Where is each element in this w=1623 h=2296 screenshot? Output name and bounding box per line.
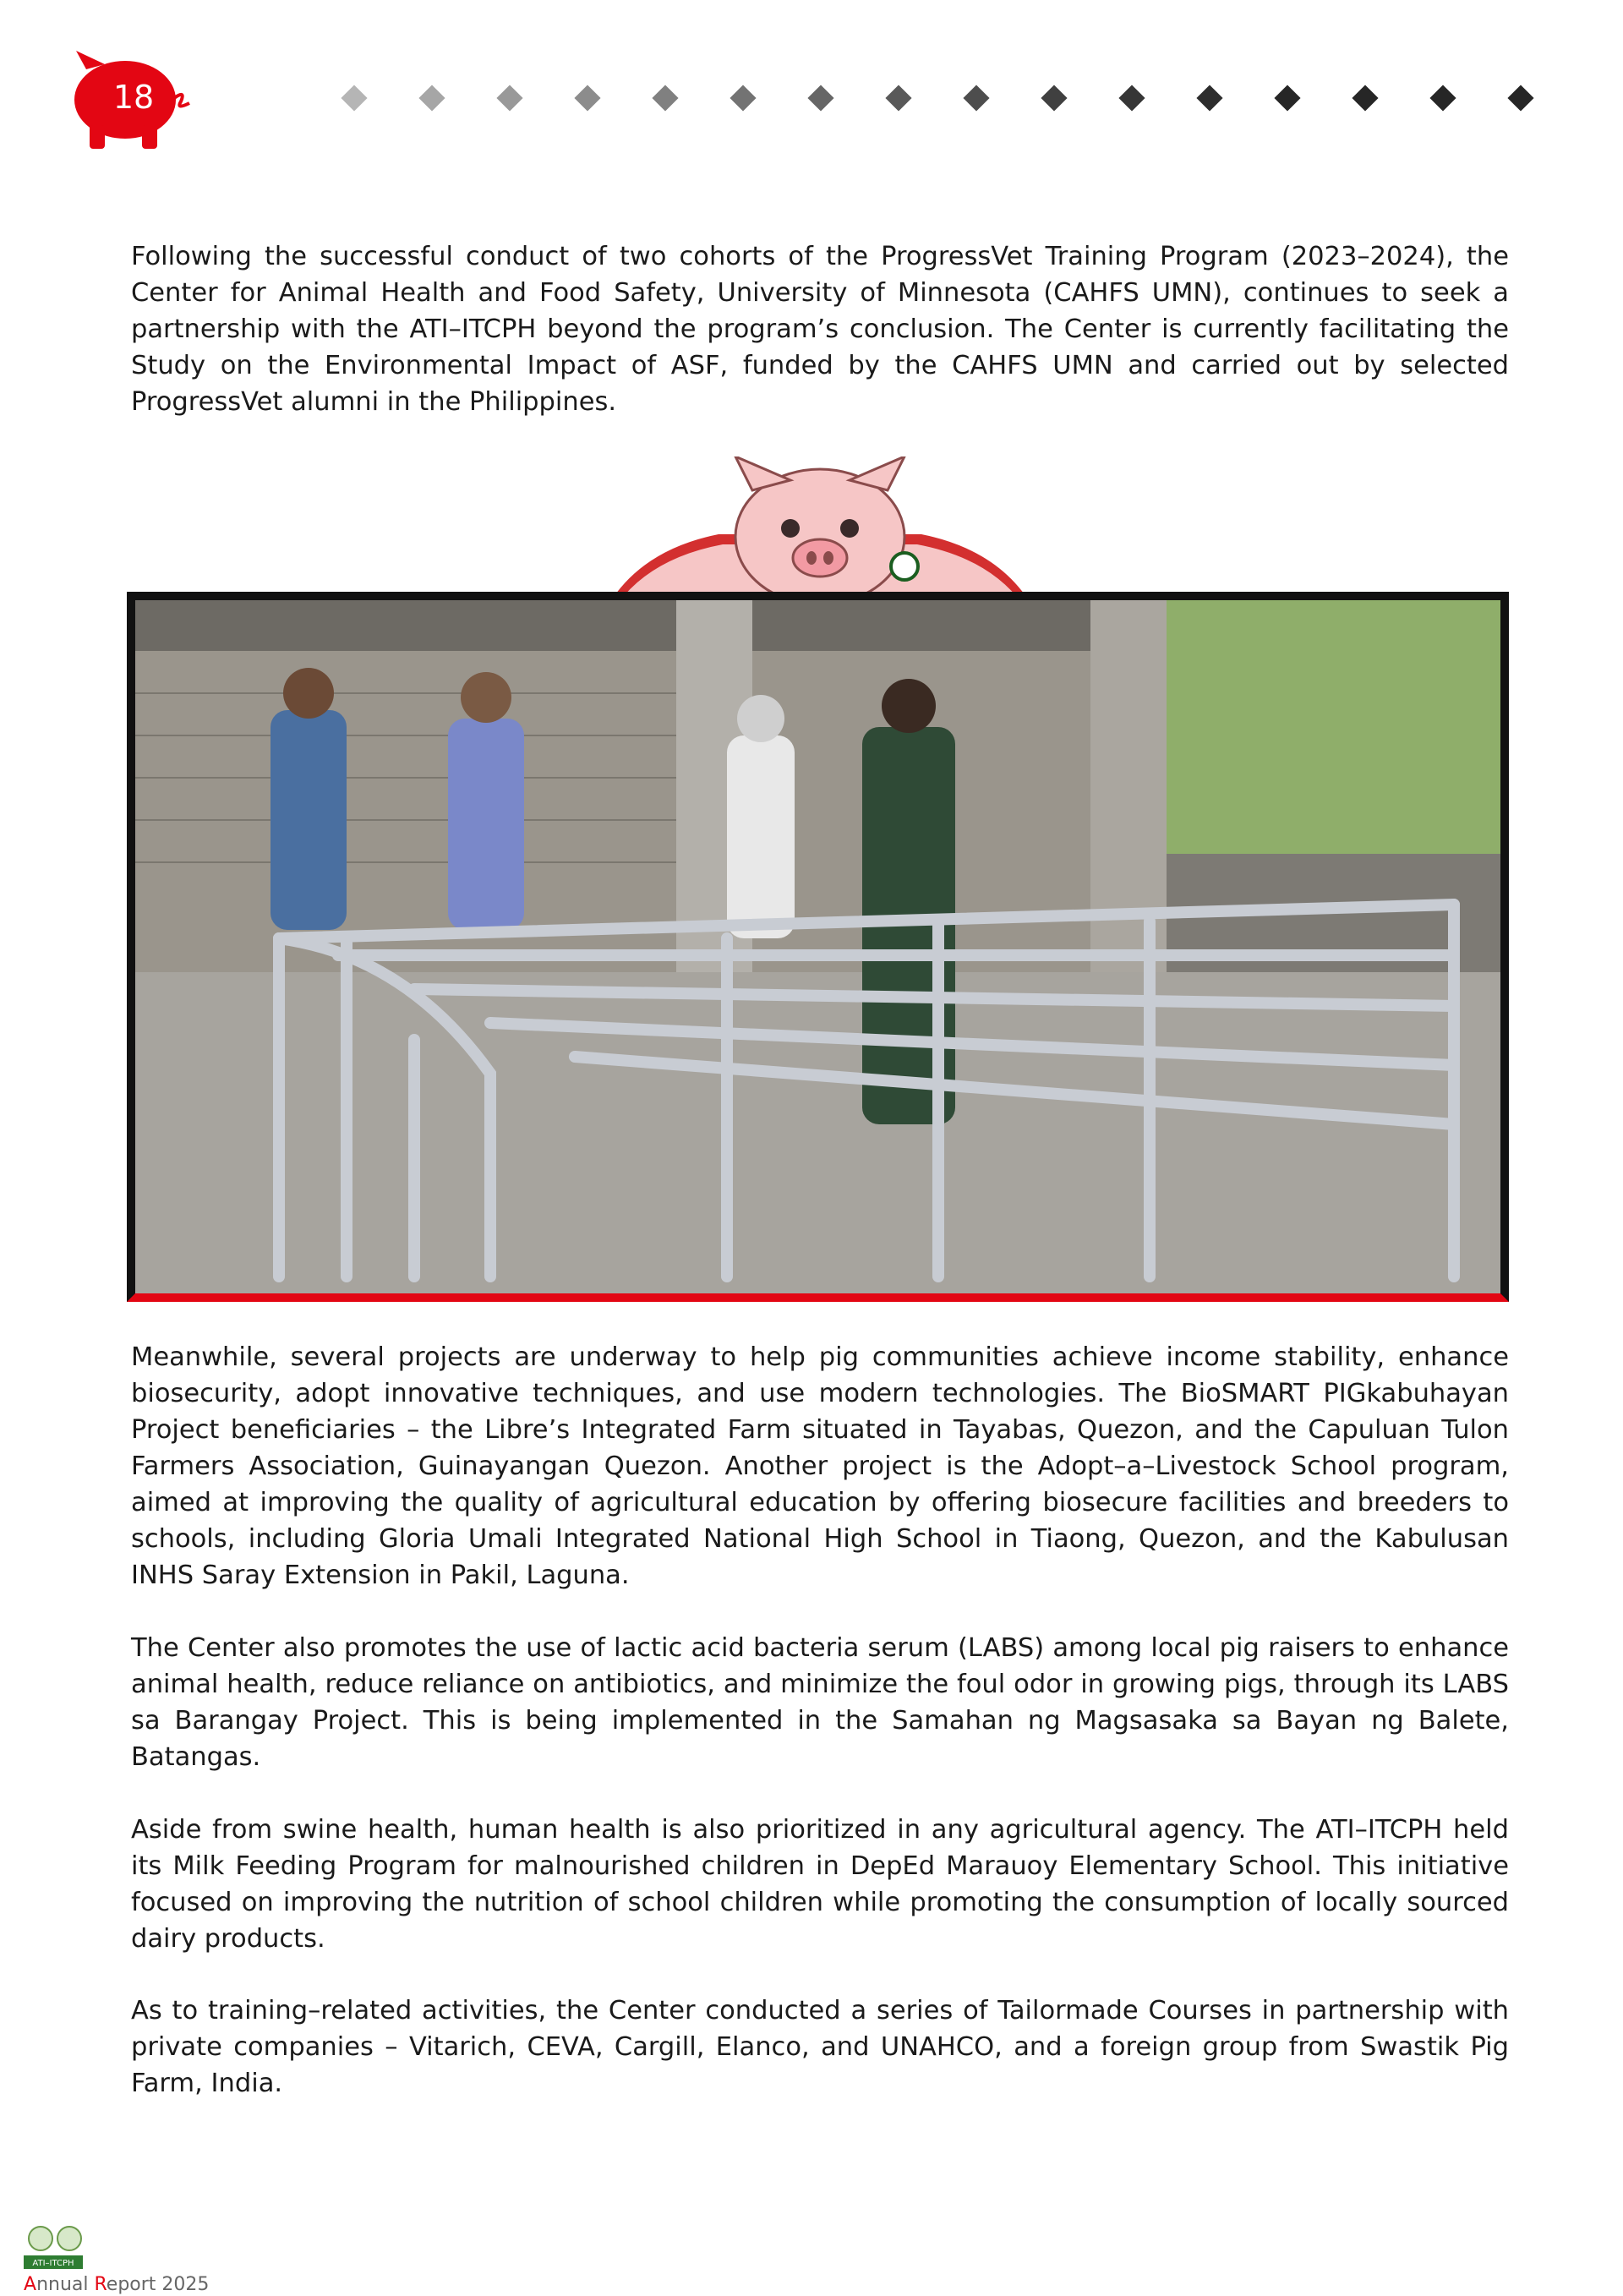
decorative-diamond [807,85,833,111]
decorative-diamond [418,85,445,111]
labs-paragraph: The Center also promotes the use of lactic acid bacteria serum (LABS) among local pig raisers to enhance animal health, reduce reliance on antibiotics, and minimize the foul odor in growing pigs, through its LABS sa Barangay Project. This is being implemented in the Samahan ng Magsasaka sa Bayan ng Balete, Batangas. [131,1633,1509,1772]
decorative-diamond [652,85,678,111]
report-word-annual: nnual [36,2274,95,2295]
decorative-diamond [1118,85,1145,111]
decorative-diamond [1041,85,1067,111]
decorative-diamond [496,85,522,111]
pig-mascot-icon [609,456,1031,604]
decorative-diamond [963,85,989,111]
decorative-diamond [574,85,600,111]
milk-feeding-paragraph: Aside from swine health, human health is also prioritized in any agricultural agency. The ATI–ITCPH held its Milk Feeding Program for malnourished children in DepEd Marauoy Elementary School. This initiative focused on improving the nutrition of school children while promoting the consumption of locally sourced dairy products. [131,1815,1509,1954]
annual-report-label [24,2274,209,2295]
intro-paragraph: Following the successful conduct of two cohorts of the ProgressVet Training Program (2023–2024), the Center for Animal Health and Food Safety, University of Minnesota (CAHFS UMN), continues to seek a partnership with the ATI–ITCPH beyond the program’s conclusion. The Center is currently facilitating the Study on the Environmental Impact of ASF, funded by the CAHFS UMN and carried out by selected ProgressVet alumni in the Philippines. [131,242,1509,417]
decorative-diamond [885,85,911,111]
report-letter-a: A [24,2274,37,2295]
page-number: 18 [112,79,155,116]
decorative-diamond [730,85,756,111]
farm-visit-photo [127,592,1509,1302]
decorative-diamond [1507,85,1533,111]
training-paragraph: As to training–related activities, the Center conducted a series of Tailormade Courses in partnership with private companies – Vitarich, CEVA, Cargill, Elanco, and UNAHCO, and a foreign group from Swastik Pig Farm, India. [131,1996,1509,2098]
ati-itcph-logo [24,2223,91,2271]
report-word-report-year: eport 2025 [106,2274,210,2295]
projects-paragraph: Meanwhile, several projects are underway to help pig communities achieve income stability, enhance biosecurity, adopt innovative techniques, and use modern technologies. The BioSMART PIGkabuhayan Project beneficiaries – the Libre’s Integrated Farm situated in Tayabas, Quezon, and the Capuluan Tulon Farmers Association, Guinayangan Quezon. Another project is the Adopt–a–Livestock School program, aimed at improving the quality of agricultural education by offering biosecure facilities and breeders to schools, including Gloria Umali Integrated National High School in Tiaong, Quezon, and the Kabulusan INHS Saray Extension in Pakil, Laguna. [131,1342,1509,1590]
report-letter-r: R [94,2274,107,2295]
decorative-diamond [341,85,367,111]
decorative-diamond [1429,85,1456,111]
decorative-diamond [1274,85,1300,111]
decorative-diamond-row [345,85,1562,113]
decorative-diamond [1352,85,1378,111]
decorative-diamond [1196,85,1222,111]
logo-text: ATI–ITCPH [32,2259,74,2268]
